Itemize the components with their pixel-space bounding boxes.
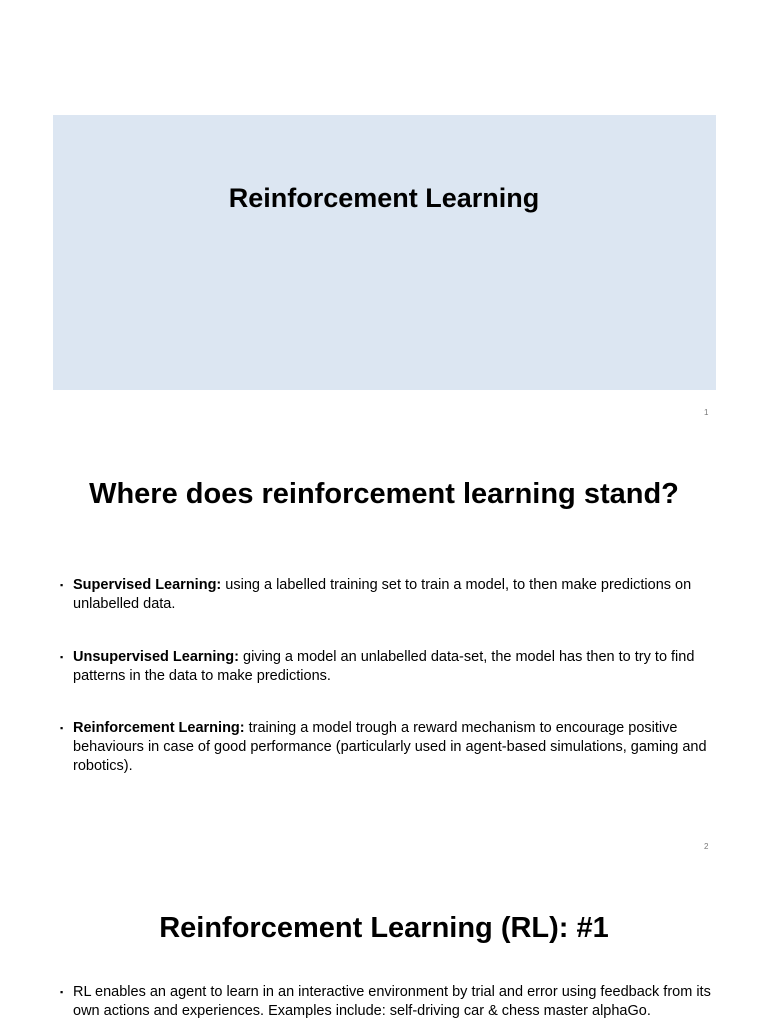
slide-1-page-number: 1 bbox=[704, 408, 709, 417]
bullet-unsupervised-learning bbox=[60, 648, 720, 686]
bullet-text: training a model trough a reward mechanism to encourage positive behaviours in case of good performance (particularly used in agent-based simulations, gaming and robotics). bbox=[73, 720, 707, 774]
bullet-rl-definition bbox=[60, 983, 720, 1021]
bullet-marker-icon: ▪ bbox=[60, 580, 64, 590]
bullet-supervised-learning bbox=[60, 576, 720, 614]
bullet-text: using a labelled training set to train a model, to then make predictions on unlabelled data. bbox=[73, 577, 692, 612]
slide-2-page-number: 2 bbox=[704, 842, 709, 851]
bullet-marker-icon: ▪ bbox=[60, 987, 64, 997]
bullet-term: Reinforcement Learning: bbox=[73, 720, 245, 736]
slide-2-title: Where does reinforcement learning stand? bbox=[89, 478, 679, 510]
bullet-term: Supervised Learning: bbox=[73, 577, 222, 593]
bullet-reinforcement-learning bbox=[60, 719, 720, 776]
bullet-body bbox=[73, 576, 720, 614]
slide-3-title: Reinforcement Learning (RL): #1 bbox=[159, 912, 609, 944]
title-slide-box bbox=[53, 115, 716, 390]
bullet-text: RL enables an agent to learn in an interactive environment by trial and error using feedback from its own actions and experiences. Examples include: self-driving car & chess master alphaGo. bbox=[73, 984, 711, 1019]
bullet-body bbox=[73, 719, 720, 776]
bullet-marker-icon: ▪ bbox=[60, 723, 64, 733]
bullet-term: Unsupervised Learning: bbox=[73, 649, 239, 665]
bullet-body bbox=[73, 648, 720, 686]
bullet-text: giving a model an unlabelled data-set, the model has then to try to find patterns in the data to make predictions. bbox=[73, 649, 695, 684]
slide-1-title: Reinforcement Learning bbox=[228, 183, 540, 213]
bullet-marker-icon: ▪ bbox=[60, 652, 64, 662]
